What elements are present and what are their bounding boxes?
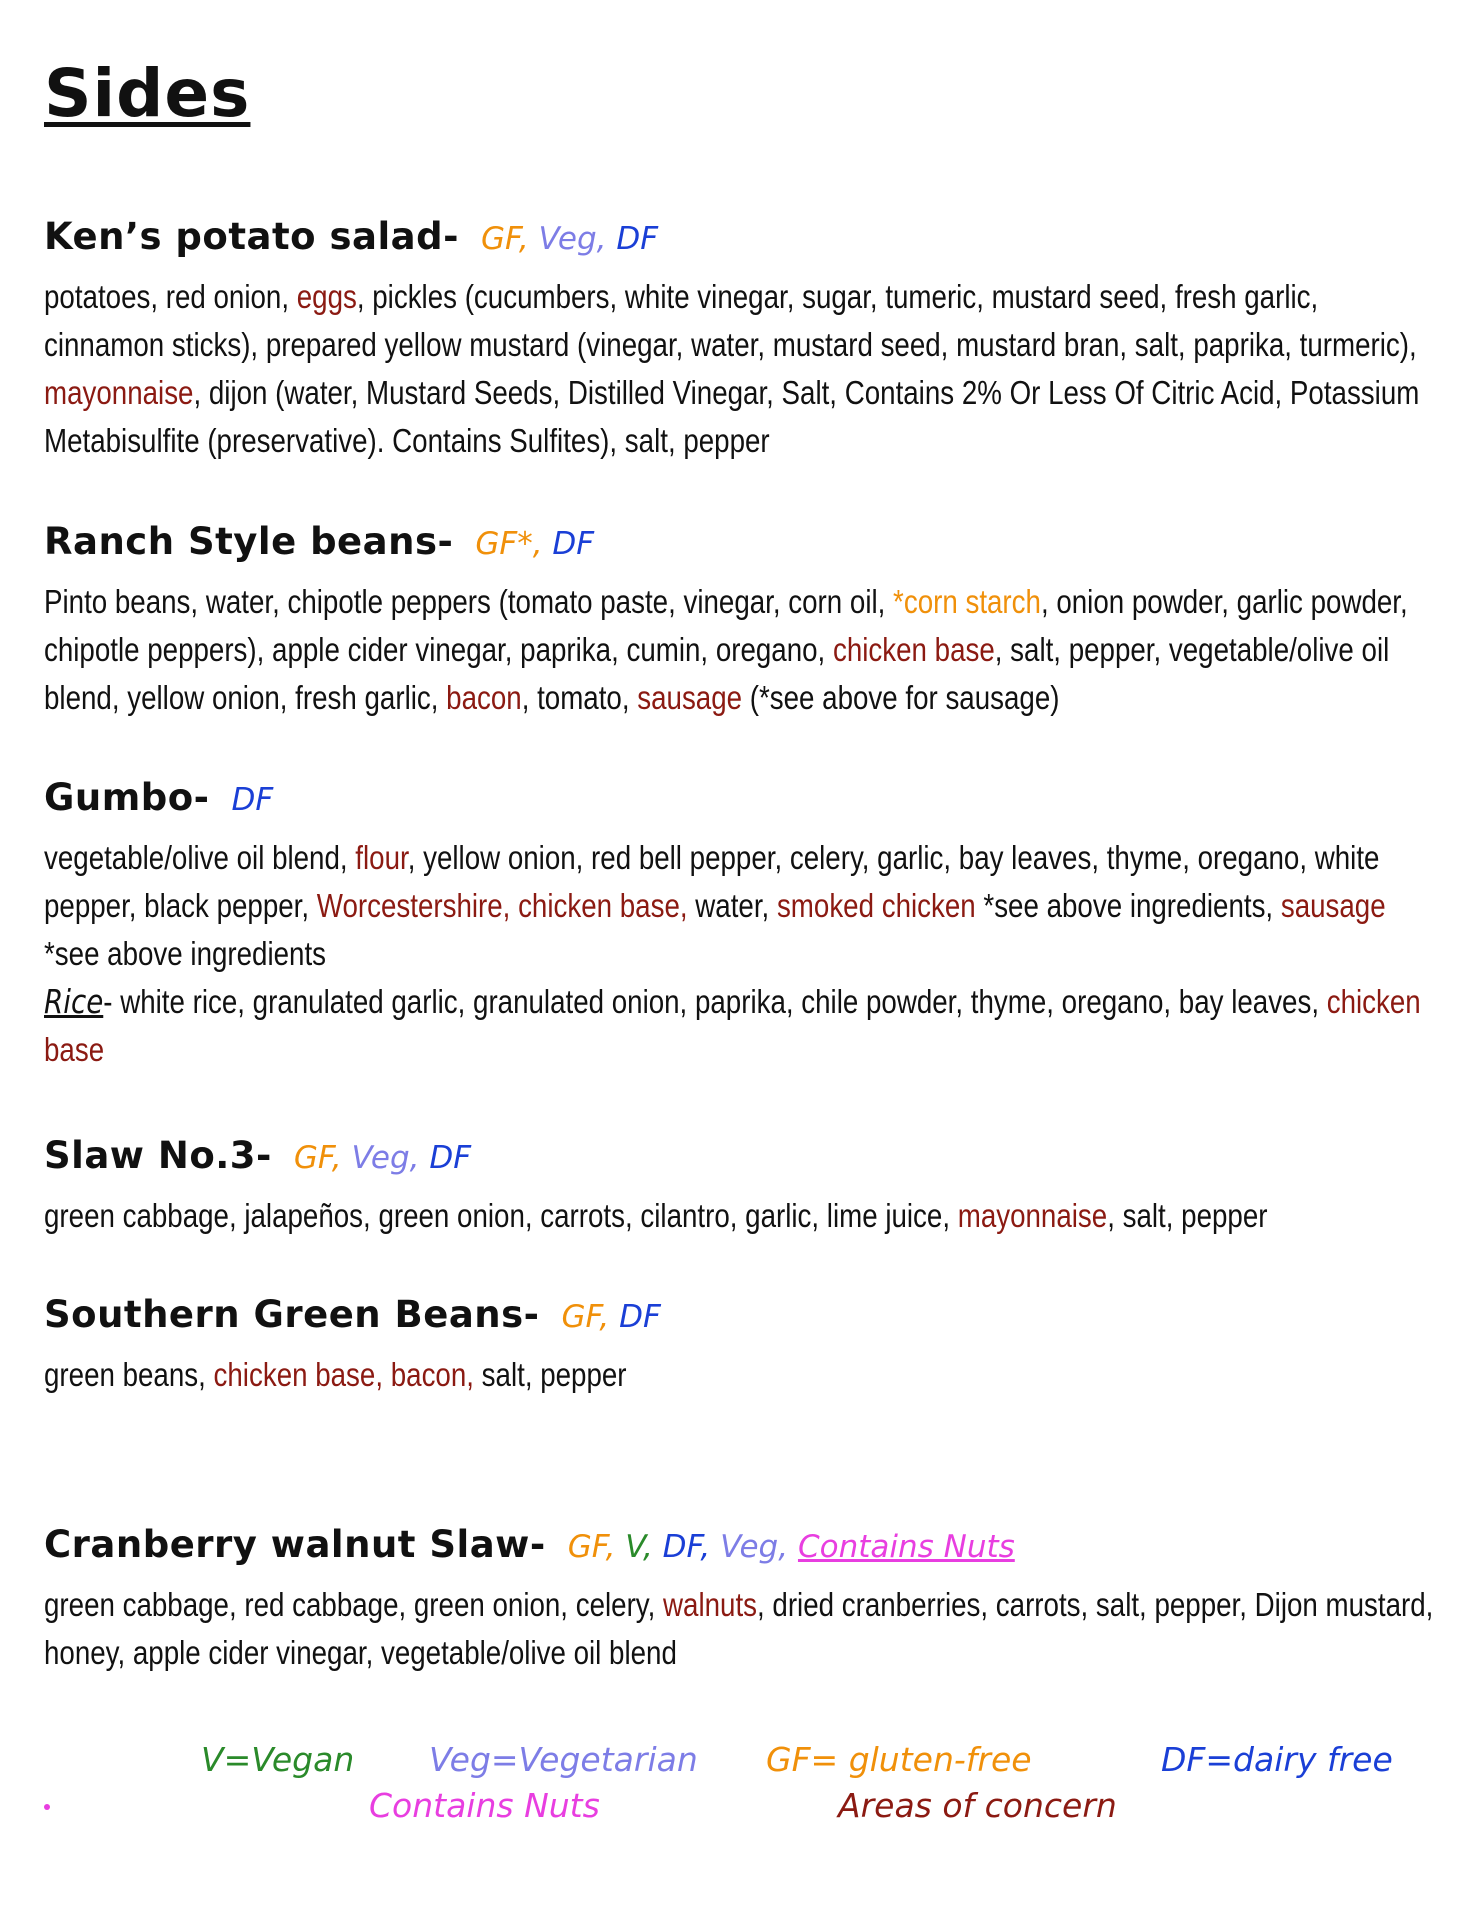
- dish-kens-potato-salad: [44, 213, 1444, 465]
- dish-header: [44, 1521, 1444, 1581]
- diet-tag-df: DF: [662, 1529, 701, 1565]
- diet-tag-df: DF: [231, 782, 274, 818]
- ingredient-text: salt, pepper: [473, 1356, 627, 1393]
- concern-ingredient: chicken base: [44, 983, 1421, 1068]
- ingredient-text: - white rice, granulated garlic, granulated onion, paprika, chile powder, thyme, oregano, bay leaves,: [103, 983, 1327, 1020]
- ingredient-text: , salt, pepper: [1107, 1197, 1268, 1234]
- concern-ingredient: bacon: [446, 679, 522, 716]
- legend: [44, 1740, 1444, 1850]
- tag-separator: ,: [532, 526, 553, 562]
- diet-tag-df: DF: [429, 1140, 472, 1176]
- dish-tags: [232, 782, 274, 818]
- diet-tag-df: DF: [619, 1299, 661, 1335]
- diet-tag-gf: GF: [480, 221, 519, 257]
- concern-ingredient: smoked chicken: [776, 887, 976, 924]
- diet-tag-nuts: Contains Nuts: [797, 1529, 1015, 1565]
- ingredient-text: , onion powder, garlic powder, chipotle peppers), apple cider vinegar, paprika, cumin, oregano,: [44, 583, 1408, 668]
- tag-separator: ,: [599, 1299, 620, 1335]
- ingredient-text: green cabbage, jalapeños, green onion, carrots, cilantro, garlic, lime juice,: [44, 1197, 958, 1234]
- tag-separator: ,: [409, 1140, 430, 1176]
- legend-vegetarian: Veg=Vegetarian: [429, 1740, 698, 1779]
- concern-ingredient: sausage: [1280, 887, 1386, 924]
- dish-header: [44, 774, 1444, 834]
- tag-separator: ,: [605, 1529, 626, 1565]
- tag-separator: ,: [778, 1529, 798, 1565]
- diet-tag-veg: Veg: [720, 1529, 779, 1565]
- legend-areas-of-concern: Areas of concern: [838, 1786, 1117, 1825]
- dish-header: [44, 518, 1444, 578]
- ingredient-list: [44, 834, 1443, 978]
- ingredient-text: , yellow onion, red bell pepper, celery, garlic, bay leaves, thyme, oregano, white pepper, black pepper,: [44, 839, 1380, 924]
- dish-header: [44, 1291, 1444, 1351]
- ingredient-text: vegetable/olive oil blend,: [44, 839, 356, 876]
- diet-tag-gf: GF: [567, 1529, 606, 1565]
- dish-tags: [562, 1299, 661, 1335]
- diet-tag-veg: Veg: [351, 1140, 410, 1176]
- tag-separator: ,: [518, 221, 539, 257]
- concern-ingredient: chicken base: [832, 631, 995, 668]
- ingredient-list: [44, 273, 1443, 465]
- legend-gluten-free: GF= gluten-free: [766, 1740, 1032, 1779]
- tag-separator: ,: [700, 1529, 721, 1565]
- diet-tag-gf: GF*: [475, 526, 533, 562]
- ingredient-text: green beans,: [44, 1356, 214, 1393]
- sub-label: Rice: [44, 982, 104, 1021]
- ingredient-list: [44, 578, 1443, 722]
- legend-vegan: V=Vegan: [201, 1740, 355, 1779]
- ingredient-text: , dijon (water, Mustard Seeds, Distilled Vinegar, Salt, Contains 2% Or Less Of Citric Acid, Potassium Metabisulfite (preservative). Contains Sulfites), salt, pepper: [44, 374, 1420, 459]
- diet-tag-veg: Veg: [538, 221, 597, 257]
- concern-ingredient: Worcestershire, chicken base,: [316, 887, 688, 924]
- diet-tag-gf: GF: [293, 1140, 332, 1176]
- gluten-note: *corn starch: [893, 583, 1041, 620]
- concern-ingredient: mayonnaise: [44, 374, 194, 411]
- concern-ingredient: mayonnaise: [957, 1197, 1108, 1234]
- diet-tag-gf: GF: [561, 1299, 600, 1335]
- dish-tags: [475, 526, 594, 562]
- ingredient-text: (*see above for sausage): [742, 679, 1060, 716]
- ingredient-list: [44, 1351, 1443, 1399]
- ingredient-text: water,: [687, 887, 777, 924]
- diet-tag-df: DF: [552, 526, 595, 562]
- dish-cranberry-walnut-slaw: [44, 1521, 1444, 1677]
- dish-slaw-no3: [44, 1132, 1444, 1240]
- ingredient-text: Pinto beans, water, chipotle peppers (tomato paste, vinegar, corn oil,: [44, 583, 894, 620]
- diet-tag-df: DF: [616, 221, 659, 257]
- dish-tags: [568, 1529, 1015, 1565]
- ingredient-list: [44, 1581, 1443, 1677]
- dish-ranch-style-beans: [44, 518, 1444, 722]
- legend-contains-nuts: Contains Nuts: [369, 1786, 600, 1825]
- concern-ingredient: sausage: [637, 679, 743, 716]
- dish-name: Ranch Style beans-: [44, 520, 454, 563]
- legend-dairy-free: DF=dairy free: [1161, 1740, 1393, 1779]
- dish-tags: [294, 1140, 471, 1176]
- dish-name: Ken’s potato salad-: [44, 215, 459, 258]
- ingredient-text: *see above ingredients: [44, 935, 327, 972]
- concern-ingredient: flour: [355, 839, 408, 876]
- tag-separator: ,: [642, 1529, 663, 1565]
- dish-southern-green-beans: [44, 1291, 1444, 1399]
- ingredient-text: , pickles (cucumbers, white vinegar, sugar, tumeric, mustard seed, fresh garlic, cinnamon sticks), prepared yellow mustard (vinegar, water, mustard seed, mustard bran, salt, paprika, turmeric),: [44, 278, 1417, 363]
- dish-tags: [481, 221, 658, 257]
- dish-header: [44, 1132, 1444, 1192]
- ingredient-text: , dried cranberries, carrots, salt, pepper, Dijon mustard, honey, apple cider vinegar, vegetable/olive oil blend: [44, 1586, 1434, 1671]
- concern-ingredient: eggs: [296, 278, 357, 315]
- dish-name: Cranberry walnut Slaw-: [44, 1523, 546, 1566]
- tag-separator: ,: [331, 1140, 352, 1176]
- dish-name: Southern Green Beans-: [44, 1293, 540, 1336]
- dish-header: [44, 213, 1444, 273]
- page-title: Sides: [44, 55, 251, 132]
- concern-ingredient: walnuts: [663, 1586, 758, 1623]
- ingredient-text: , tomato,: [521, 679, 638, 716]
- ingredient-text: , salt, pepper, vegetable/olive oil blend, yellow onion, fresh garlic,: [44, 631, 1390, 716]
- dish-name: Gumbo-: [44, 776, 210, 819]
- ingredient-text: potatoes, red onion,: [44, 278, 297, 315]
- dish-name: Slaw No.3-: [44, 1134, 272, 1177]
- dish-gumbo: [44, 774, 1444, 1074]
- ingredient-text: *see above ingredients,: [975, 887, 1281, 924]
- legend-dot: [44, 1804, 50, 1810]
- ingredient-text: green cabbage, red cabbage, green onion, celery,: [44, 1586, 664, 1623]
- sub-ingredient-list: [44, 978, 1443, 1074]
- tag-separator: ,: [596, 221, 617, 257]
- ingredient-list: [44, 1192, 1443, 1240]
- concern-ingredient: chicken base, bacon,: [213, 1356, 474, 1393]
- diet-tag-v: V: [625, 1529, 643, 1565]
